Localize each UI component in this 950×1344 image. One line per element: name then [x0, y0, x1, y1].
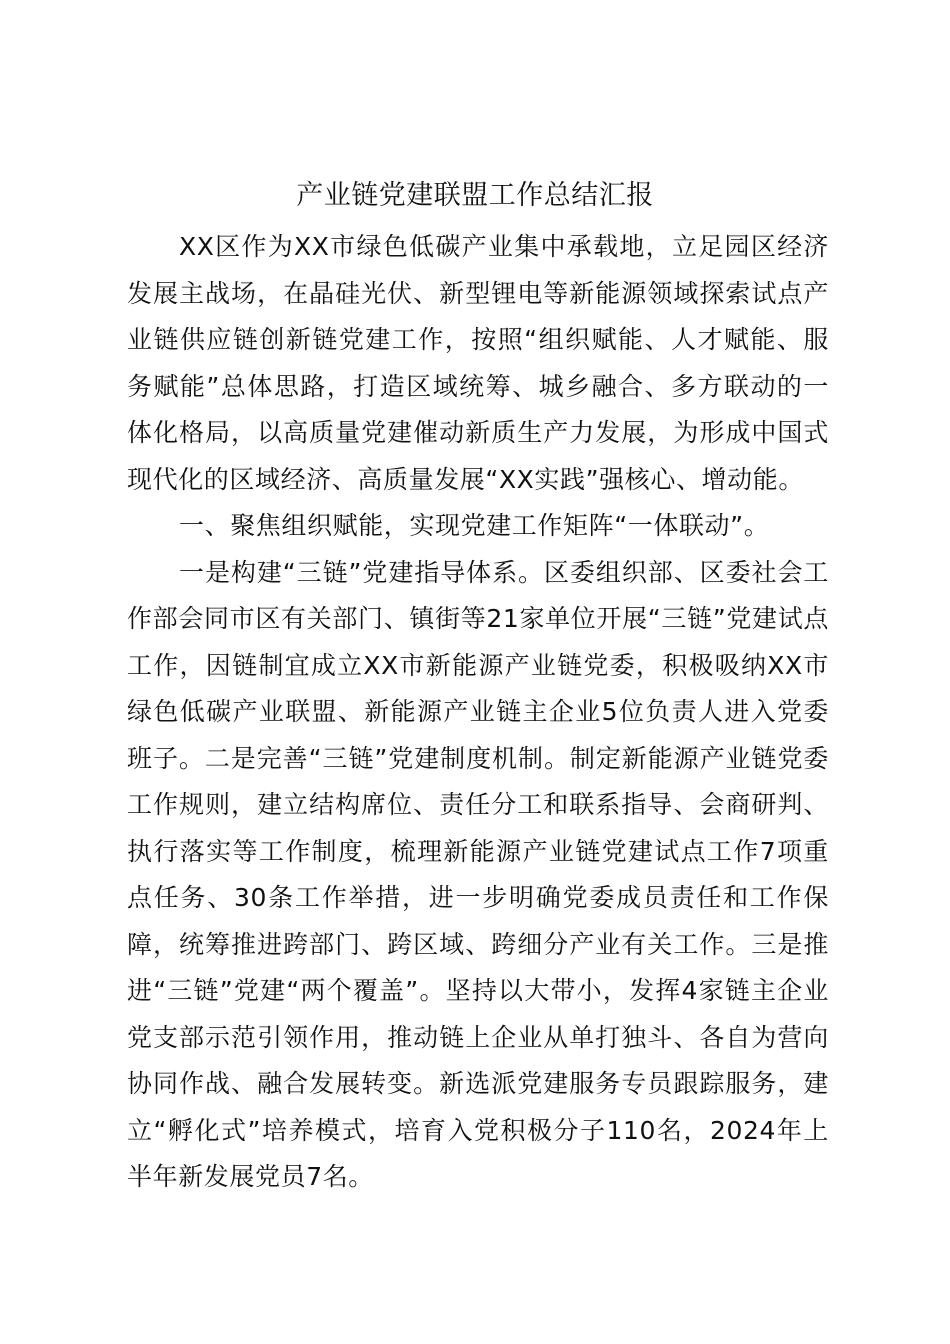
document-body [127, 224, 829, 1201]
section-paragraph: 一是构建“三链”党建指导体系。区委组织部、区委社会工作部会同市区有关部门、镇街等21家单位开展“三链”党建试点工作，因链制宜成立XX市新能源产业链党委，积极吸纳XX市绿色低碳产业联盟、新能源产业链主企业5位负责人进入党委班子。二是完善“三链”党建制度机制。制定新能源产业链党委工作规则，建立结构席位、责任分工和联系指导、会商研判、执行落实等工作制度，梳理新能源产业链党建试点工作7项重点任务、30条工作举措，进一步明确党委成员责任和工作保障，统筹推进跨部门、跨区域、跨细分产业有关工作。三是推进“三链”党建“两个覆盖”。坚持以大带小，发挥4家链主企业党支部示范引领作用，推动链上企业从单打独斗、各自为营向协同作战、融合发展转变。新选派党建服务专员跟踪服务，建立“孵化式”培养模式，培育入党积极分子110名，2024年上半年新发展党员7名。 [127, 557, 829, 1191]
intro-paragraph: XX区作为XX市绿色低碳产业集中承载地，立足园区经济发展主战场，在晶硅光伏、新型锂电等新能源领域探索试点产业链供应链创新链党建工作，按照“组织赋能、人才赋能、服务赋能”总体思路，打造区域统筹、城乡融合、多方联动的一体化格局，以高质量党建催动新质生产力发展，为形成中国式现代化的区域经济、高质量发展“XX实践”强核心、增动能。 [127, 232, 829, 494]
section-heading: 一、聚焦组织赋能，实现党建工作矩阵“一体联动”。 [179, 511, 770, 540]
document-title: 产业链党建联盟工作总结汇报 [296, 180, 654, 211]
